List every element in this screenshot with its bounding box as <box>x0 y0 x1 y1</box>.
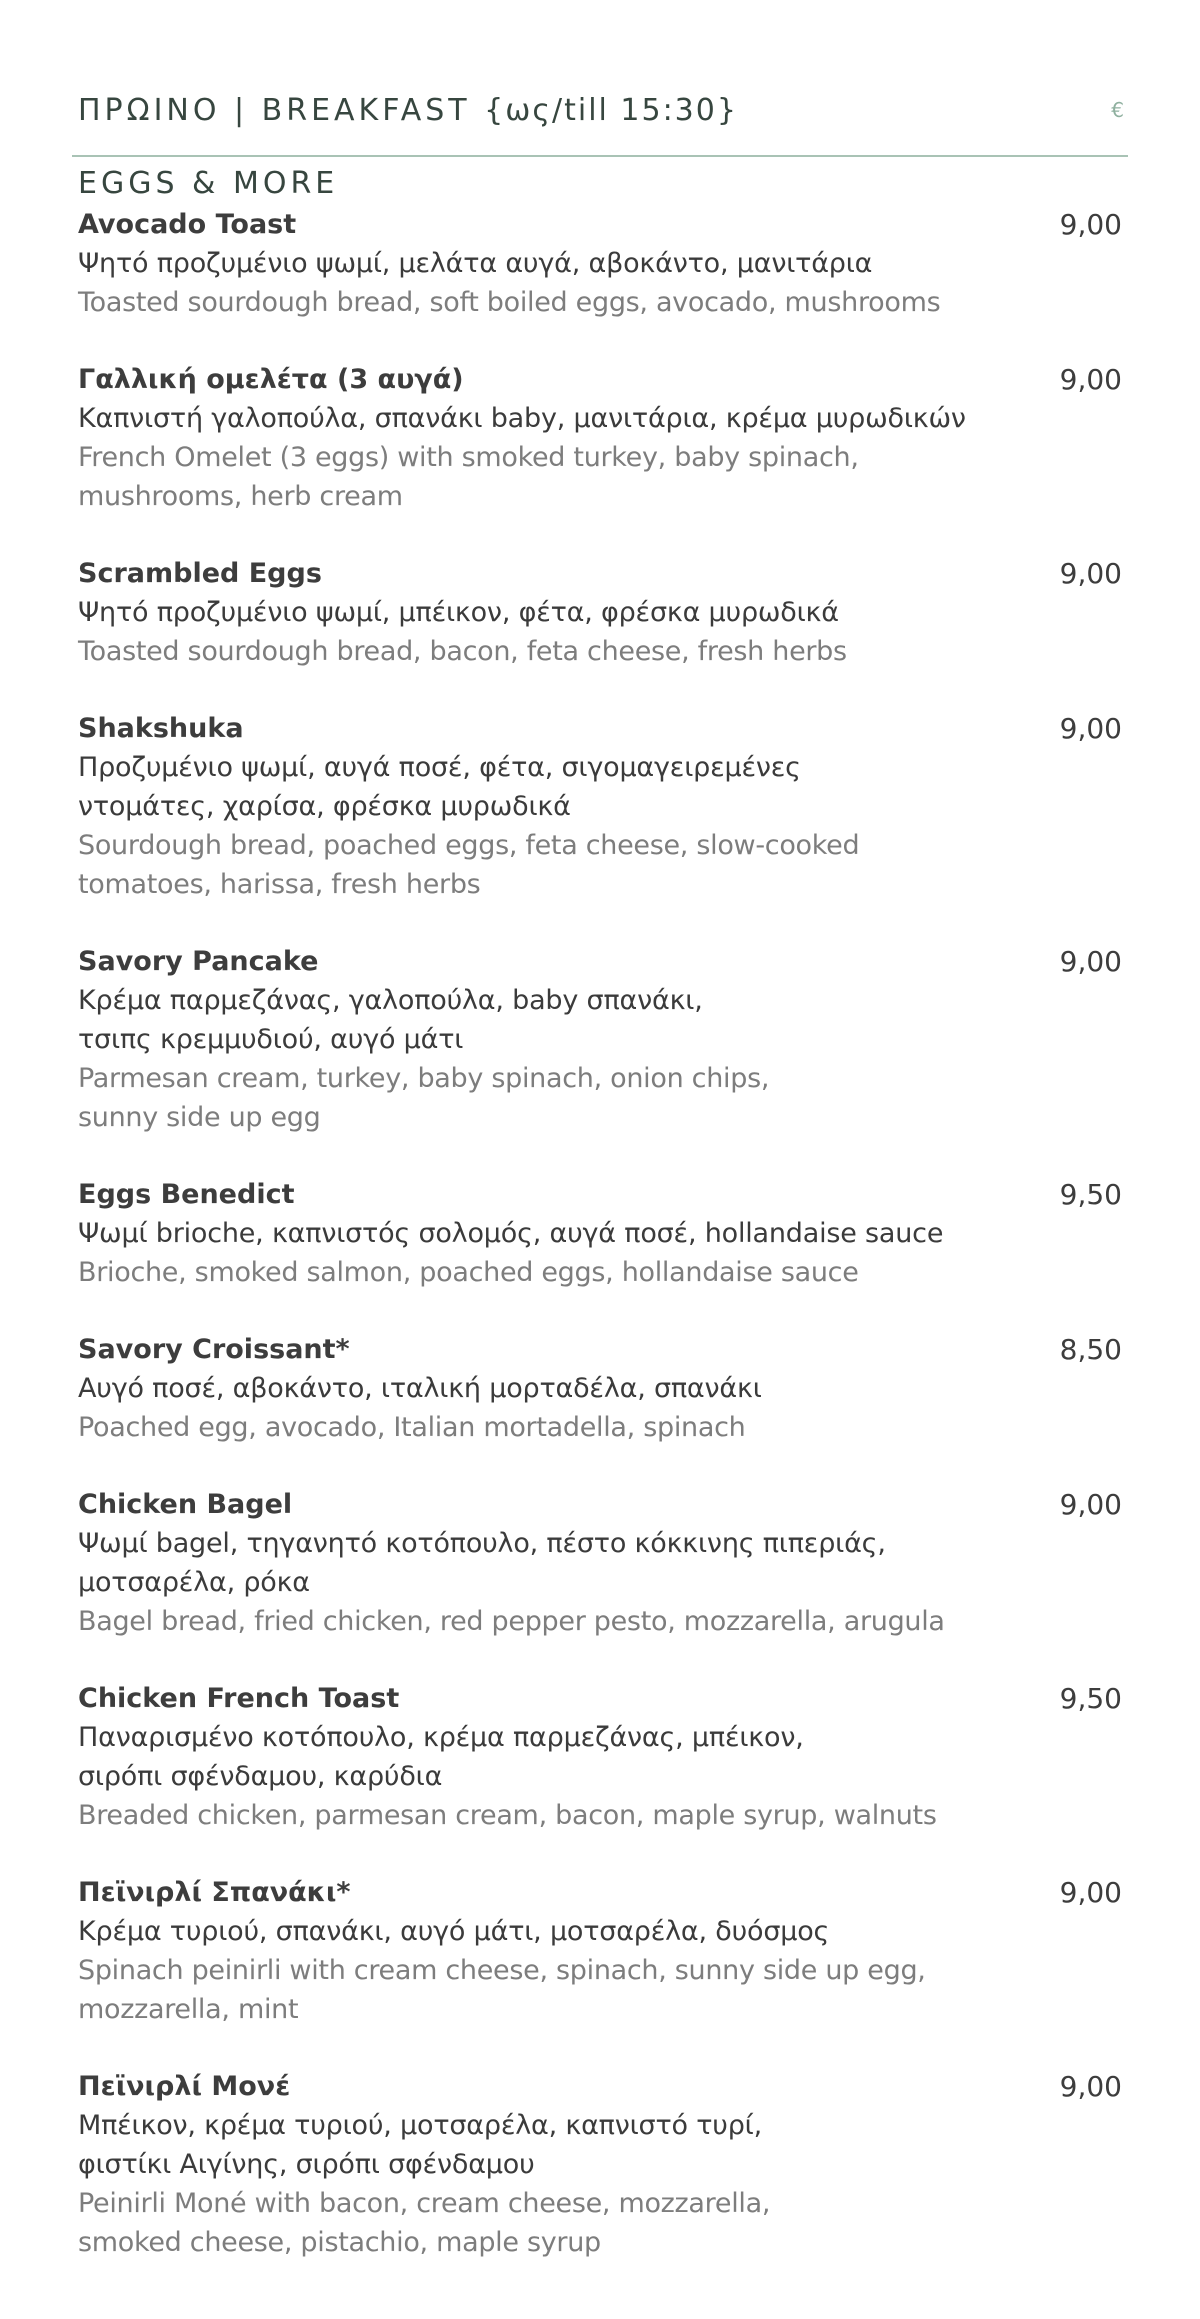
menu-item <box>78 709 1122 904</box>
menu-item-name: Savory Pancake <box>78 946 319 977</box>
menu-item-list <box>78 205 1122 2300</box>
menu-item-description-english: French Omelet (3 eggs) with smoked turkey, baby spinach, mushrooms, herb cream <box>78 442 859 512</box>
menu-item <box>78 1175 1122 1292</box>
menu-item <box>78 1330 1122 1447</box>
menu-item-price: 9,50 <box>1059 1682 1122 1715</box>
menu-item-description-greek: Παναρισμένο κοτόπουλο, κρέμα παρμεζάνας, μπέικον, σιρόπι σφένδαμου, καρύδια <box>78 1722 804 1792</box>
menu-item-price: 9,00 <box>1059 208 1122 241</box>
menu-item-name: Shakshuka <box>78 713 244 744</box>
menu-item-price: 9,50 <box>1059 1178 1122 1211</box>
menu-item-description-greek: Προζυμένιο ψωμί, αυγά ποσέ, φέτα, σιγομαγειρεμένες ντομάτες, χαρίσα, φρέσκα μυρωδικά <box>78 752 801 822</box>
menu-item <box>78 1873 1122 2029</box>
menu-item-price: 9,00 <box>1059 1876 1122 1909</box>
menu-item-description-english: Breaded chicken, parmesan cream, bacon, maple syrup, walnuts <box>78 1800 937 1831</box>
menu-item <box>78 205 1122 322</box>
menu-item <box>78 1679 1122 1835</box>
menu-item-description-greek: Μπέικον, κρέμα τυριού, μοτσαρέλα, καπνιστό τυρί, φιστίκι Αιγίνης, σιρόπι σφένδαμου <box>78 2110 762 2180</box>
menu-item-description-greek: Κρέμα παρμεζάνας, γαλοπούλα, baby σπανάκι, τσιπς κρεμμυδιού, αυγό μάτι <box>78 985 703 1055</box>
menu-item-description-greek: Κρέμα τυριού, σπανάκι, αυγό μάτι, μοτσαρέλα, δυόσμος <box>78 1916 830 1947</box>
menu-item <box>78 942 1122 1137</box>
menu-item-name: Chicken French Toast <box>78 1683 400 1714</box>
menu-item-price: 8,50 <box>1059 1333 1122 1366</box>
menu-item-name: Eggs Benedict <box>78 1179 295 1210</box>
menu-item-description-english: Poached egg, avocado, Italian mortadella, spinach <box>78 1412 746 1443</box>
menu-item-name: Γαλλική ομελέτα (3 αυγά) <box>78 364 464 395</box>
menu-hours: {ως/till 15:30} <box>484 92 738 128</box>
menu-item-price: 9,00 <box>1059 945 1122 978</box>
menu-item-description-english: Toasted sourdough bread, soft boiled eggs, avocado, mushrooms <box>78 287 941 318</box>
menu-item-description-greek: Ψωμί brioche, καπνιστός σολομός, αυγά ποσέ, hollandaise sauce <box>78 1218 944 1249</box>
menu-title <box>78 93 738 128</box>
menu-item-description-english: Bagel bread, fried chicken, red pepper pesto, mozzarella, arugula <box>78 1606 945 1637</box>
menu-title-text: ΠΡΩΙΝΟ | BREAKFAST <box>78 92 471 128</box>
menu-item-description-greek: Ψωμί bagel, τηγανητό κοτόπουλο, πέστο κόκκινης πιπεριάς, μοτσαρέλα, ρόκα <box>78 1528 886 1598</box>
menu-item <box>78 554 1122 671</box>
currency-label: € <box>1111 98 1124 122</box>
menu-item-name: Πεϊνιρλί Μονέ <box>78 2071 291 2102</box>
menu-item-price: 9,00 <box>1059 363 1122 396</box>
menu-item-name: Savory Croissant* <box>78 1334 350 1365</box>
menu-item-description-english: Spinach peinirli with cream cheese, spinach, sunny side up egg, mozzarella, mint <box>78 1955 926 2025</box>
menu-item <box>78 2067 1122 2262</box>
menu-item-name: Scrambled Eggs <box>78 558 322 589</box>
menu-item-description-greek: Αυγό ποσέ, αβοκάντο, ιταλική μορταδέλα, σπανάκι <box>78 1373 762 1404</box>
menu-item-price: 9,00 <box>1059 712 1122 745</box>
menu-header <box>78 88 1122 132</box>
section-title: EGGS & MORE <box>78 166 339 201</box>
menu-item-name: Πεϊνιρλί Σπανάκι* <box>78 1877 351 1908</box>
menu-item-description-greek: Ψητό προζυμένιο ψωμί, μελάτα αυγά, αβοκάντο, μανιτάρια <box>78 248 873 279</box>
header-divider <box>72 155 1128 157</box>
menu-item-price: 9,00 <box>1059 2070 1122 2103</box>
menu-item-name: Chicken Bagel <box>78 1489 293 1520</box>
menu-item-description-english: Toasted sourdough bread, bacon, feta cheese, fresh herbs <box>78 636 847 667</box>
menu-item-price: 9,00 <box>1059 1488 1122 1521</box>
menu-item-name: Avocado Toast <box>78 209 297 240</box>
menu-item-description-english: Parmesan cream, turkey, baby spinach, onion chips, sunny side up egg <box>78 1063 770 1133</box>
menu-item-price: 9,00 <box>1059 557 1122 590</box>
menu-item <box>78 1485 1122 1641</box>
menu-item-description-english: Sourdough bread, poached eggs, feta cheese, slow-cooked tomatoes, harissa, fresh herbs <box>78 830 860 900</box>
menu-item-description-english: Peinirli Moné with bacon, cream cheese, mozzarella, smoked cheese, pistachio, maple syrup <box>78 2188 771 2258</box>
menu-item-description-english: Brioche, smoked salmon, poached eggs, hollandaise sauce <box>78 1257 859 1288</box>
menu-item-description-greek: Καπνιστή γαλοπούλα, σπανάκι baby, μανιτάρια, κρέμα μυρωδικών <box>78 403 966 434</box>
menu-item <box>78 360 1122 516</box>
menu-item-description-greek: Ψητό προζυμένιο ψωμί, μπέικον, φέτα, φρέσκα μυρωδικά <box>78 597 839 628</box>
